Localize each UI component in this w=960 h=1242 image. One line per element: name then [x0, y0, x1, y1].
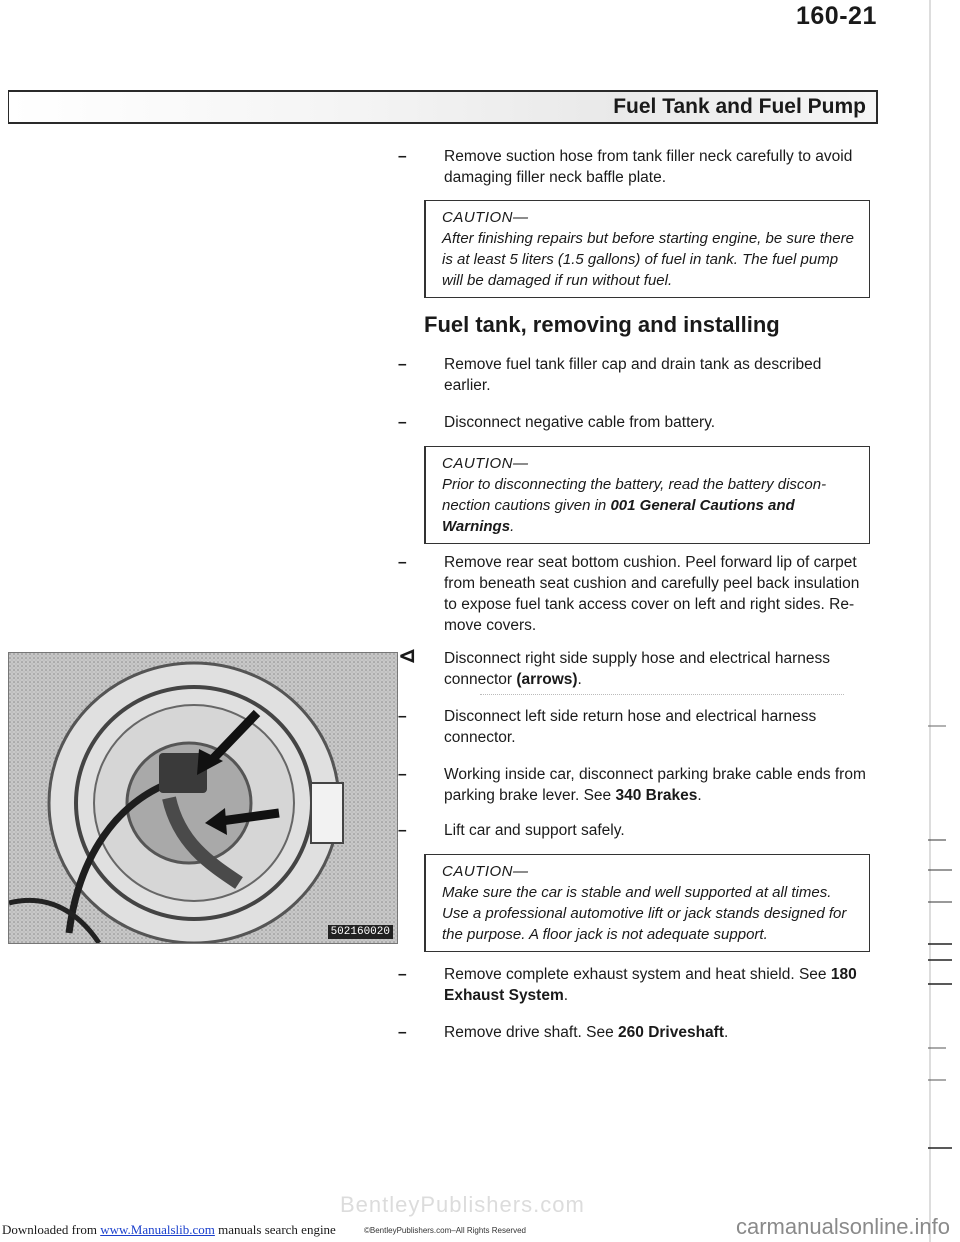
- step-dash: –: [398, 966, 407, 983]
- step-text: [444, 764, 868, 806]
- cross-reference-link[interactable]: 180 Exhaust System: [444, 966, 857, 1004]
- divider: [480, 694, 844, 695]
- caution-box-fuel-level: [424, 200, 870, 298]
- step-text-post: .: [697, 787, 702, 804]
- page-number: 160-21: [796, 2, 877, 30]
- caution-text-post: .: [510, 518, 515, 535]
- cross-reference-link[interactable]: 260 Driveshaft: [618, 1024, 725, 1041]
- publisher-watermark: BentleyPublishers.com: [340, 1192, 585, 1217]
- step-text-pre: Remove complete exhaust system and heat shield. See: [444, 966, 831, 983]
- step-text: [444, 1022, 868, 1043]
- caution-text-pre: Prior to disconnecting the battery, read the battery discon-nection cautions given in: [442, 476, 827, 514]
- section-header-bar: [8, 90, 878, 124]
- caution-heading: CAUTION—: [442, 209, 529, 226]
- step-text: Lift car and support safely.: [444, 822, 625, 839]
- step-text-post: .: [577, 671, 582, 688]
- step-text: Remove suction hose from tank filler neck carefully to avoid damaging filler neck baffle plate.: [444, 148, 853, 186]
- caution-text: Make sure the car is stable and well supported at all times. Use a professional automotive lift or jack stands designed for the purpose. A floor jack is not adequate support.: [442, 884, 847, 943]
- figure-code: 502160020: [328, 925, 393, 939]
- step-remove-exhaust: [398, 964, 868, 1006]
- step-dash: –: [398, 708, 407, 725]
- step-text: [444, 648, 868, 690]
- step-remove-filler-cap: [398, 354, 868, 396]
- caution-text: After finishing repairs but before starting engine, be sure there is at least 5 liters (1.5 gallons) of fuel in tank. The fuel pump will be damaged if run without fuel.: [442, 230, 854, 289]
- caution-text: [442, 474, 861, 537]
- caution-box-battery: [424, 446, 870, 544]
- caution-box-support: [424, 854, 870, 952]
- step-disconnect-battery: [398, 412, 868, 433]
- step-text-pre: Disconnect right side supply hose and electrical harness connector: [444, 650, 830, 688]
- caution-heading: CAUTION—: [442, 455, 529, 472]
- step-text-post: .: [563, 987, 569, 1004]
- step-lift-car: [398, 820, 868, 841]
- step-text: Remove fuel tank filler cap and drain tank as described earlier.: [444, 356, 822, 394]
- download-prefix: Downloaded from: [2, 1222, 101, 1237]
- step-text-bold: (arrows): [516, 671, 578, 688]
- step-dash: –: [398, 148, 407, 165]
- caution-heading: CAUTION—: [442, 863, 529, 880]
- step-text: Disconnect negative cable from battery.: [444, 414, 716, 431]
- section-title: Fuel Tank and Fuel Pump: [613, 95, 866, 118]
- left-arrow-icon: ⊲: [398, 643, 417, 668]
- cross-reference-link[interactable]: 001 General Cautions and Warnings: [442, 497, 795, 535]
- step-remove-suction-hose: [398, 146, 868, 188]
- step-text: [444, 964, 868, 1006]
- page-edge-marks: [926, 0, 956, 1242]
- download-source-line: [2, 1222, 336, 1238]
- step-text: Disconnect left side return hose and electrical harness connector.: [444, 708, 817, 746]
- step-remove-drive-shaft: [398, 1022, 868, 1043]
- step-disconnect-left-return: [398, 706, 868, 748]
- step-dash: –: [398, 356, 407, 373]
- cross-reference-link[interactable]: 340 Brakes: [615, 787, 698, 804]
- photo-illustration: [9, 653, 397, 943]
- site-watermark: carmanualsonline.info: [736, 1214, 951, 1239]
- copyright-notice: ©BentleyPublishers.com–All Rights Reserved: [364, 1226, 526, 1235]
- step-text-pre: Remove drive shaft. See: [444, 1024, 619, 1041]
- step-dash: –: [398, 766, 407, 783]
- step-dash: –: [398, 1024, 407, 1041]
- step-text-post: .: [724, 1024, 729, 1041]
- step-dash: –: [398, 414, 407, 431]
- step-dash: –: [398, 554, 407, 571]
- download-suffix: manuals search engine: [214, 1222, 336, 1237]
- fuel-tank-access-photo: [8, 652, 398, 944]
- manualslib-link[interactable]: www.Manualslib.com: [100, 1222, 215, 1237]
- step-disconnect-parking-brake: [398, 764, 868, 806]
- step-remove-rear-seat: [398, 552, 868, 636]
- step-dash: –: [398, 822, 407, 839]
- step-disconnect-right-supply: [398, 643, 868, 690]
- step-text: Remove rear seat bottom cushion. Peel forward lip of carpet from beneath seat cushion and carefully peel back insulation to expose fuel tank access cover on left and right sides. Re-move covers.: [444, 554, 860, 634]
- section-heading: Fuel tank, removing and installing: [424, 312, 780, 337]
- step-text-pre: Working inside car, disconnect parking brake cable ends from parking brake lever. See: [444, 766, 866, 804]
